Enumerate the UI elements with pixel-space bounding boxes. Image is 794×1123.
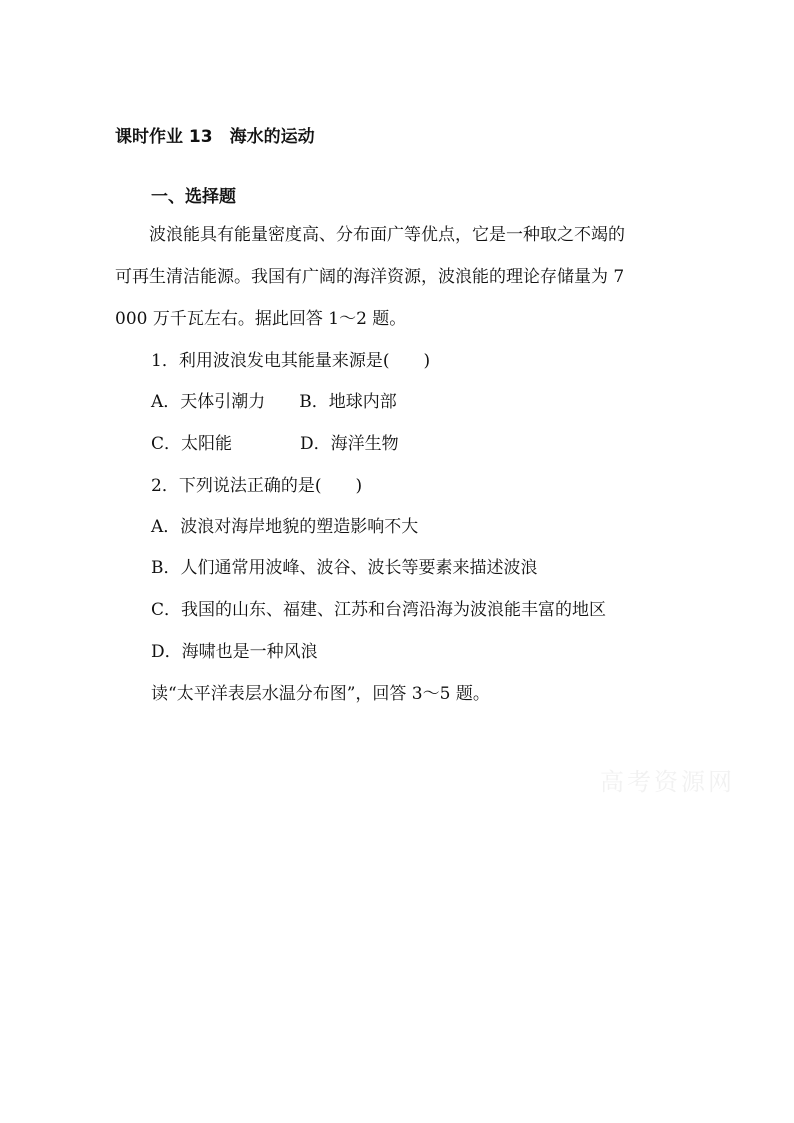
question-2-stem: 2．下列说法正确的是( )	[151, 476, 363, 496]
question-1-options-row-2: C．太阳能 D．海洋生物	[151, 434, 399, 454]
intro-line-1: 波浪能具有能量密度高、分布面广等优点，它是一种取之不竭的	[115, 225, 625, 245]
question-1-stem: 1．利用波浪发电其能量来源是( )	[151, 351, 431, 371]
question-2-option-b: B．人们通常用波峰、波谷、波长等要素来描述波浪	[151, 558, 538, 578]
document-title: 课时作业 13 海水的运动	[115, 127, 315, 147]
watermark: 高考资源网	[600, 768, 735, 796]
section-heading: 一、选择题	[151, 187, 236, 207]
question-1-options-row-1: A．天体引潮力 B．地球内部	[151, 392, 397, 412]
intro-line-2: 可再生清洁能源。我国有广阔的海洋资源，波浪能的理论存储量为 7	[115, 267, 625, 287]
question-2-option-a: A．波浪对海岸地貌的塑造影响不大	[151, 517, 419, 537]
question-2-option-d: D．海啸也是一种风浪	[151, 642, 318, 662]
next-questions-prompt: 读“太平洋表层水温分布图”，回答 3～5 题。	[151, 684, 490, 704]
question-2-option-c: C．我国的山东、福建、江苏和台湾沿海为波浪能丰富的地区	[151, 600, 607, 620]
intro-line-3: 000 万千瓦左右。据此回答 1～2 题。	[115, 309, 407, 329]
